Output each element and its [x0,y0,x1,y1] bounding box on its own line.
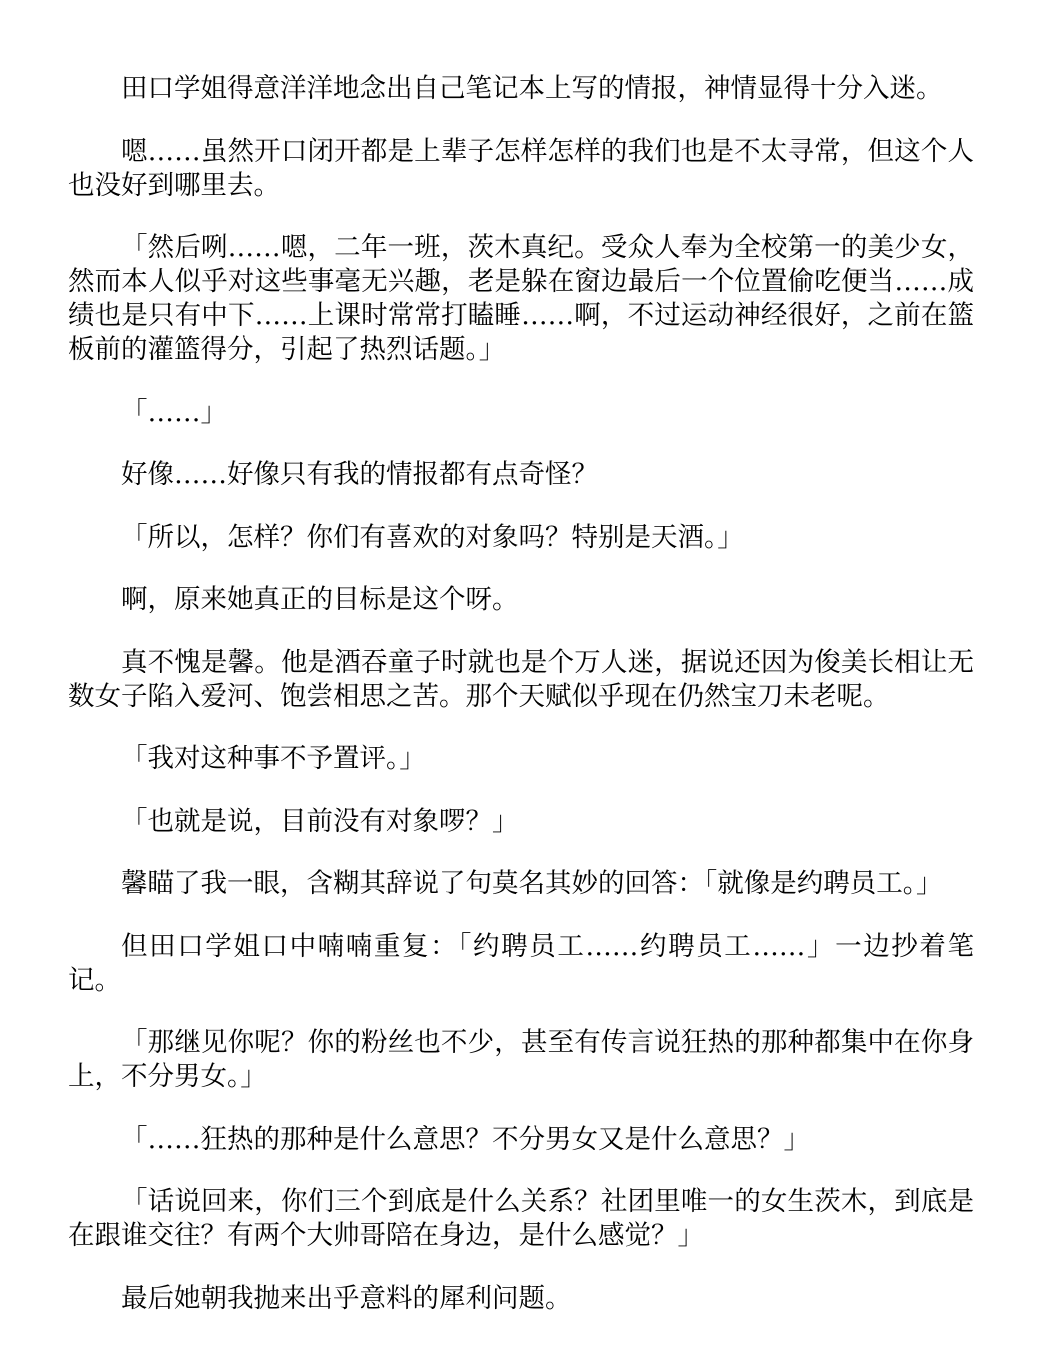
paragraph: 馨瞄了我一眼，含糊其辞说了句莫名其妙的回答：「就像是约聘员工。」 [121,868,943,899]
paragraph: 啊，原来她真正的目标是这个呀。 [121,584,519,615]
paragraph: 「所以，怎样？你们有喜欢的对象吗？特别是天酒。」 [121,521,744,553]
paragraph: 最后她朝我抛来出乎意料的犀利问题。 [121,1282,572,1314]
paragraph: 真不愧是馨。他是酒吞童子时就也是个万人迷，据说还因为俊美长相让无数女子陷入爱河、饱尝相思之苦。那个天赋似乎现在仍然宝刀未老呢。 [68,646,974,712]
paragraph: 嗯……虽然开口闭开都是上辈子怎样怎样的我们也是不太寻常，但这个人也没好到哪里去。 [68,135,974,201]
paragraph: 「那继见你呢？你的粉丝也不少，甚至有传言说狂热的那种都集中在你身上，不分男女。」 [68,1027,974,1092]
paragraph: 「话说回来，你们三个到底是什么关系？社团里唯一的女生茨木，到底是在跟谁交往？有两个大帅哥陪在身边，是什么感觉？」 [68,1186,974,1251]
paragraph: 「……狂热的那种是什么意思？不分男女又是什么意思？」 [121,1123,810,1155]
paragraph: 好像……好像只有我的情报都有点奇怪？ [121,459,598,490]
paragraph: 「我对这种事不予置评。」 [121,743,426,774]
paragraph: 「……」 [121,396,227,428]
document-page [68,72,974,1344]
paragraph: 但田口学姐口中喃喃重复：「约聘员工……约聘员工……」一边抄着笔记。 [68,930,974,996]
paragraph: 田口学姐得意洋洋地念出自己笔记本上写的情报，神情显得十分入迷。 [121,73,943,104]
paragraph: 「也就是说，目前没有对象啰？」 [121,805,519,837]
paragraph: 「然后咧……嗯，二年一班，茨木真纪。受众人奉为全校第一的美少女，然而本人似乎对这些事毫无兴趣，老是躲在窗边最后一个位置偷吃便当……成绩也是只有中下……上课时常常打瞌睡……啊，不过运动神经很好，之前在篮板前的灌篮得分，引起了热烈话题。」 [68,232,974,365]
